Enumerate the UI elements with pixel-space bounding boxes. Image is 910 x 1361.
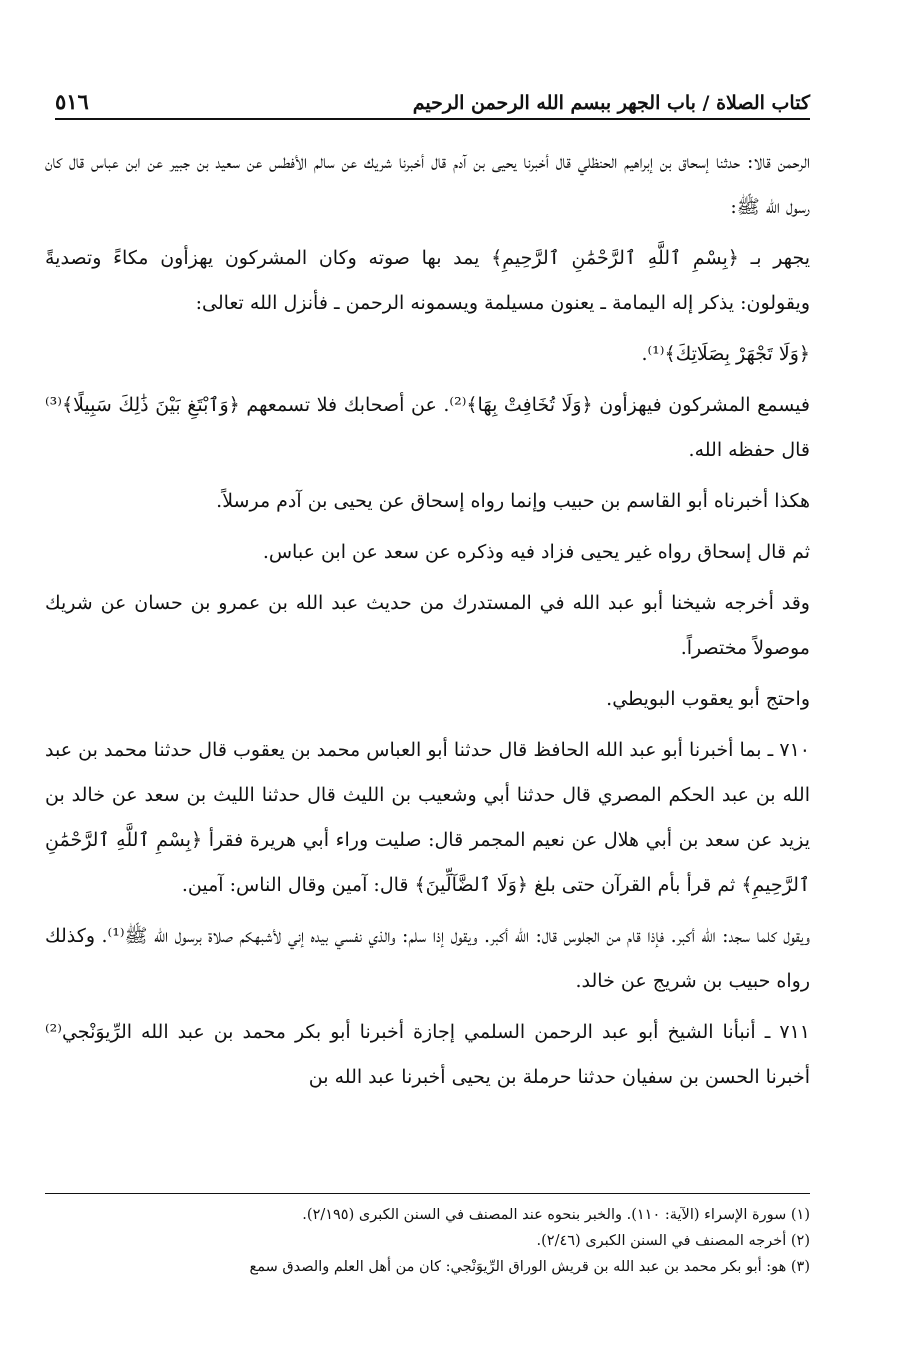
paragraph: ثم قال إسحاق رواه غير يحيى فزاد فيه وذكره عن سعد عن ابن عباس. (262, 541, 810, 563)
paragraph: ويقول كلما سجد: الله أكبر. فإذا قام من الجلوس قال: الله أكبر. ويقول إذا سلم: والذي نفسي بيده إني لأشبهكم صلاة برسول الله ﷺ⁽¹⁾. وكذلك رواه حبيب بن شريج عن خالد. (45, 925, 811, 992)
footnotes (45, 1193, 810, 1280)
paragraph: الرحمن قالا: حدثنا إسحاق بن إبراهيم الحنظلي قال أخبرنا يحيى بن آدم قال أخبرنا شريك عن سالم الأفطس عن سعيد بن جبير عن ابن عباس قال كان رسول الله ﷺ: (45, 151, 810, 218)
main-text (45, 140, 810, 1106)
footnote: (١) سورة الإسراء (الآية: ١١٠). والخبر بنحوه عند المصنف في السنن الكبرى (٢/١٩٥). (302, 1207, 810, 1223)
footnote: (٣) هو: أبو بكر محمد بن عبد الله بن قريش الوراق الرِّيوَنْجي: كان من أهل العلم والصدق سمع (249, 1259, 810, 1275)
paragraph: ٧١١ ـ أنبأنا الشيخ أبو عبد الرحمن السلمي إجازة أخبرنا أبو بكر محمد بن عبد الله الرِّيوَنْجي⁽²⁾ أخبرنا الحسن بن سفيان حدثنا حرملة بن يحيى أخبرنا عبد الله بن (45, 1021, 810, 1088)
paragraph: وقد أخرجه شيخنا أبو عبد الله في المستدرك من حديث عبد الله بن عمرو بن حسان عن شريك موصولاً مختصراً. (45, 592, 810, 659)
paragraph: هكذا أخبرناه أبو القاسم بن حبيب وإنما رواه إسحاق عن يحيى بن آدم مرسلاً. (216, 490, 810, 512)
paragraph: يجهر بـ ﴿بِسْمِ ٱللَّهِ ٱلرَّحْمَٰنِ ٱلرَّحِيمِ﴾ يمد بها صوته وكان المشركون يهزأون مكاءً وتصديةً ويقولون: يذكر إله اليمامة ـ يعنون مسيلمة ويسمونه الرحمن ـ فأنزل الله تعالى: (45, 247, 810, 314)
paragraph: ﴿وَلَا تَجْهَرْ بِصَلَاتِكَ﴾⁽¹⁾. (641, 343, 810, 365)
paragraph: ٧١٠ ـ بما أخبرنا أبو عبد الله الحافظ قال حدثنا أبو العباس محمد بن يعقوب قال حدثنا محمد بن عبد الله بن عبد الحكم المصري قال حدثنا أبي وشعيب بن الليث قال حدثنا الليث بن سعد عن خالد بن يزيد عن سعد بن أبي هلال عن نعيم المجمر قال: صليت وراء أبي هريرة فقرأ ﴿بِسْمِ ٱللَّهِ ٱلرَّحْمَٰنِ ٱلرَّحِيمِ﴾ ثم قرأ بأم القرآن حتى بلغ ﴿وَلَا ٱلضَّآلِّينَ﴾ قال: آمين وقال الناس: آمين. (45, 739, 810, 896)
running-header (55, 70, 810, 120)
paragraph: واحتج أبو يعقوب البويطي. (606, 688, 810, 710)
footnote: (٢) أخرجه المصنف في السنن الكبرى (٢/٤٦). (536, 1233, 810, 1249)
page-number: ٥١٦ (55, 89, 89, 114)
header-title: كتاب الصلاة / باب الجهر ببسم الله الرحمن الرحيم (412, 92, 810, 114)
paragraph: فيسمع المشركون فيهزأون ﴿وَلَا تُخَافِتْ بِهَا﴾⁽²⁾. عن أصحابك فلا تسمعهم ﴿وَٱبْتَغِ بَيْنَ ذَٰلِكَ سَبِيلًا﴾⁽³⁾ قال حفظه الله. (45, 394, 810, 461)
